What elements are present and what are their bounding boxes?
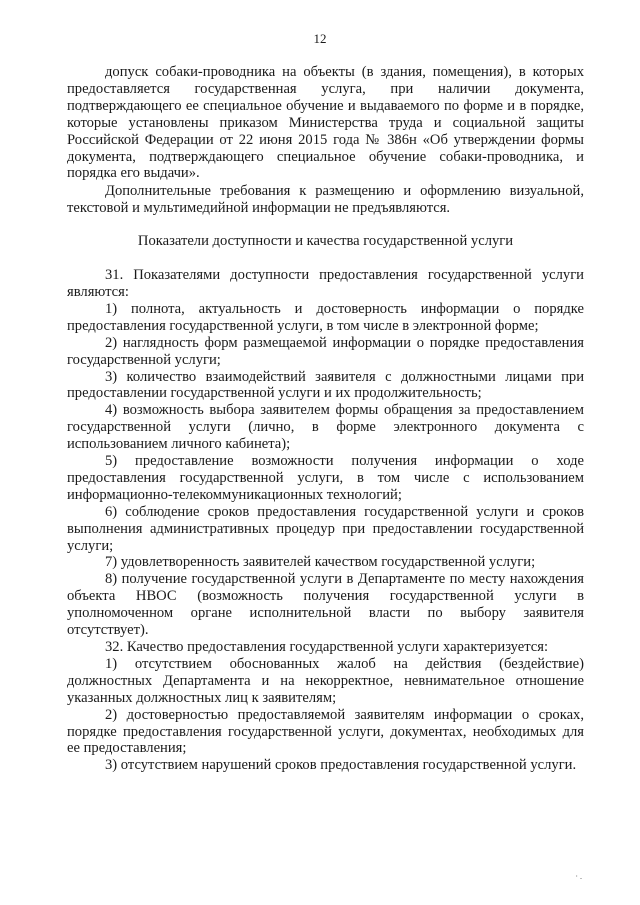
paragraph-additional-requirements: Дополнительные требования к размещению и оформлению визуальной, текстовой и мультимедийной информации не предъявляются. — [67, 183, 584, 217]
list-item-31-6: 6) соблюдение сроков предоставления государственной услуги и сроков выполнения административных процедур при предоставлении государственной услуги; — [67, 503, 584, 554]
list-item-31-7: 7) удовлетворенность заявителей качеством государственной услуги; — [105, 554, 536, 571]
list-item-31-1: 1) полнота, актуальность и достоверность информации о порядке предоставления государственной услуги, в том числе в электронной форме; — [67, 300, 584, 334]
document-body — [67, 64, 584, 774]
section-heading: Показатели доступности и качества государственной услуги — [137, 233, 514, 250]
list-item-32-3: 3) отсутствием нарушений сроков предоставления государственной услуги. — [105, 757, 577, 774]
list-item-31-4: 4) возможность выбора заявителем формы обращения за предоставлением государственной услуги (лично, в форме электронного документа с использованием личного кабинета); — [67, 402, 584, 453]
list-item-32-1: 1) отсутствием обоснованных жалоб на действия (бездействие) должностных Департамента и на некорректное, невнимательное отношение указанных должностных лиц к заявителям; — [67, 655, 584, 706]
scan-mark: · . — [575, 872, 582, 881]
paragraph-31-intro: 31. Показателями доступности предоставления государственной услуги являются: — [67, 267, 584, 300]
list-item-31-3: 3) количество взаимодействий заявителя с должностными лицами при предоставлении государственной услуги и их продолжительность; — [67, 368, 584, 402]
paragraph-32-intro: 32. Качество предоставления государственной услуги характеризуется: — [105, 639, 549, 655]
page-number: 12 — [313, 31, 327, 46]
list-item-32-2: 2) достоверностью предоставляемой заявителям информации о сроках, порядке предоставления государственной услуги, документах, необходимых для ее предоставления; — [67, 706, 584, 757]
list-item-31-2: 2) наглядность форм размещаемой информации о порядке предоставления государственной услуги; — [67, 334, 584, 368]
list-item-31-5: 5) предоставление возможности получения информации о ходе предоставления государственной услуги, в том числе с использованием информационно-телекоммуникационных технологий; — [67, 453, 584, 503]
list-item-31-8: 8) получение государственной услуги в Департаменте по месту нахождения объекта НВОС (возможность получения государственной услуги в уполномоченном органе исполнительной власти по выбору заявителя отсутствует). — [67, 571, 584, 639]
paragraph-guide-dog-access: допуск собаки-проводника на объекты (в здания, помещения), в которых предоставляется государственная услуга, при наличии документа, подтверждающего ее специальное обучение и выдаваемого по форме и в порядке, которые установлены приказом Министерства труда и социальной защиты Российской Федерации от 22 июня 2015 года № 386н «Об утверждении формы документа, подтверждающего специальное обучение собаки-проводника, и порядка его выдачи». — [67, 64, 584, 182]
